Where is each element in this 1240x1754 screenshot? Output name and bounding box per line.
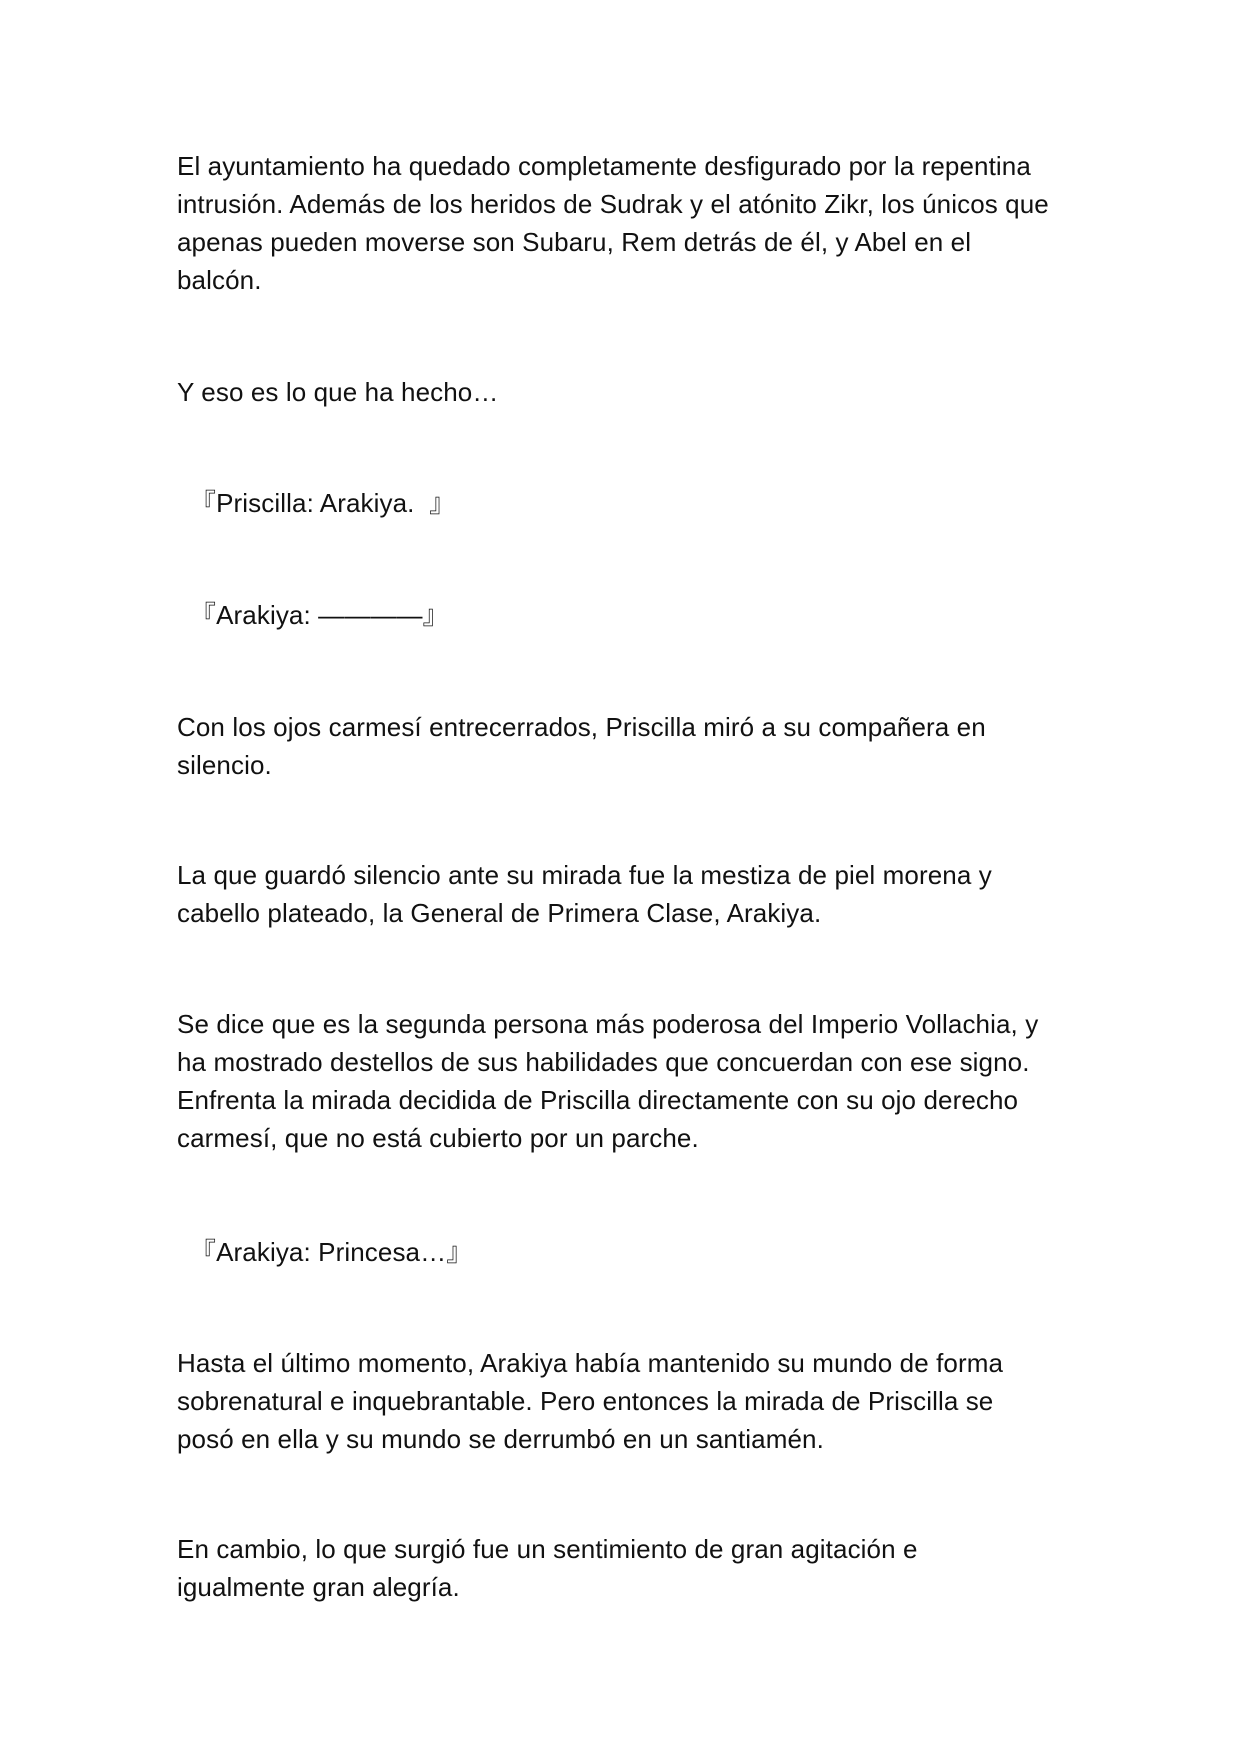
paragraph-crimson-eyes: Con los ojos carmesí entrecerrados, Priscilla miró a su compañera en silencio. — [177, 712, 986, 780]
paragraph-great-joy: En cambio, lo que surgió fue un sentimiento de gran agitación e igualmente gran alegría. — [177, 1534, 918, 1602]
paragraph-town-hall: El ayuntamiento ha quedado completamente desfigurado por la repentina intrusión. Además de los heridos de Sudrak y el atónito Zikr, los únicos que apenas pueden moverse son Subaru, Rem detrás de él, y Abel en el balcón. — [177, 151, 1049, 295]
dialogue-arakiya-princess: 『Arakiya: Princesa…』 — [190, 1237, 473, 1267]
dialogue-priscilla: 『Priscilla: Arakiya. 』 — [190, 488, 456, 518]
paragraph-what-has-been-done: Y eso es lo que ha hecho… — [177, 377, 499, 407]
paragraph-world-collapsed: Hasta el último momento, Arakiya había mantenido su mundo de forma sobrenatural e inquebrantable. Pero entonces la mirada de Priscilla se posó en ella y su mundo se derrumbó en un santiamén. — [177, 1348, 1004, 1454]
paragraph-general-arakiya: La que guardó silencio ante su mirada fue la mestiza de piel morena y cabello plateado, la General de Primera Clase, Arakiya. — [177, 860, 992, 928]
paragraph-second-strongest: Se dice que es la segunda persona más poderosa del Imperio Vollachia, y ha mostrado destellos de sus habilidades que concuerdan con ese signo. Enfrenta la mirada decidida de Priscilla directamente con su ojo derecho carmesí, que no está cubierto por un parche. — [177, 1009, 1039, 1153]
dialogue-arakiya-silence: 『Arakiya: ————』 — [190, 600, 449, 630]
